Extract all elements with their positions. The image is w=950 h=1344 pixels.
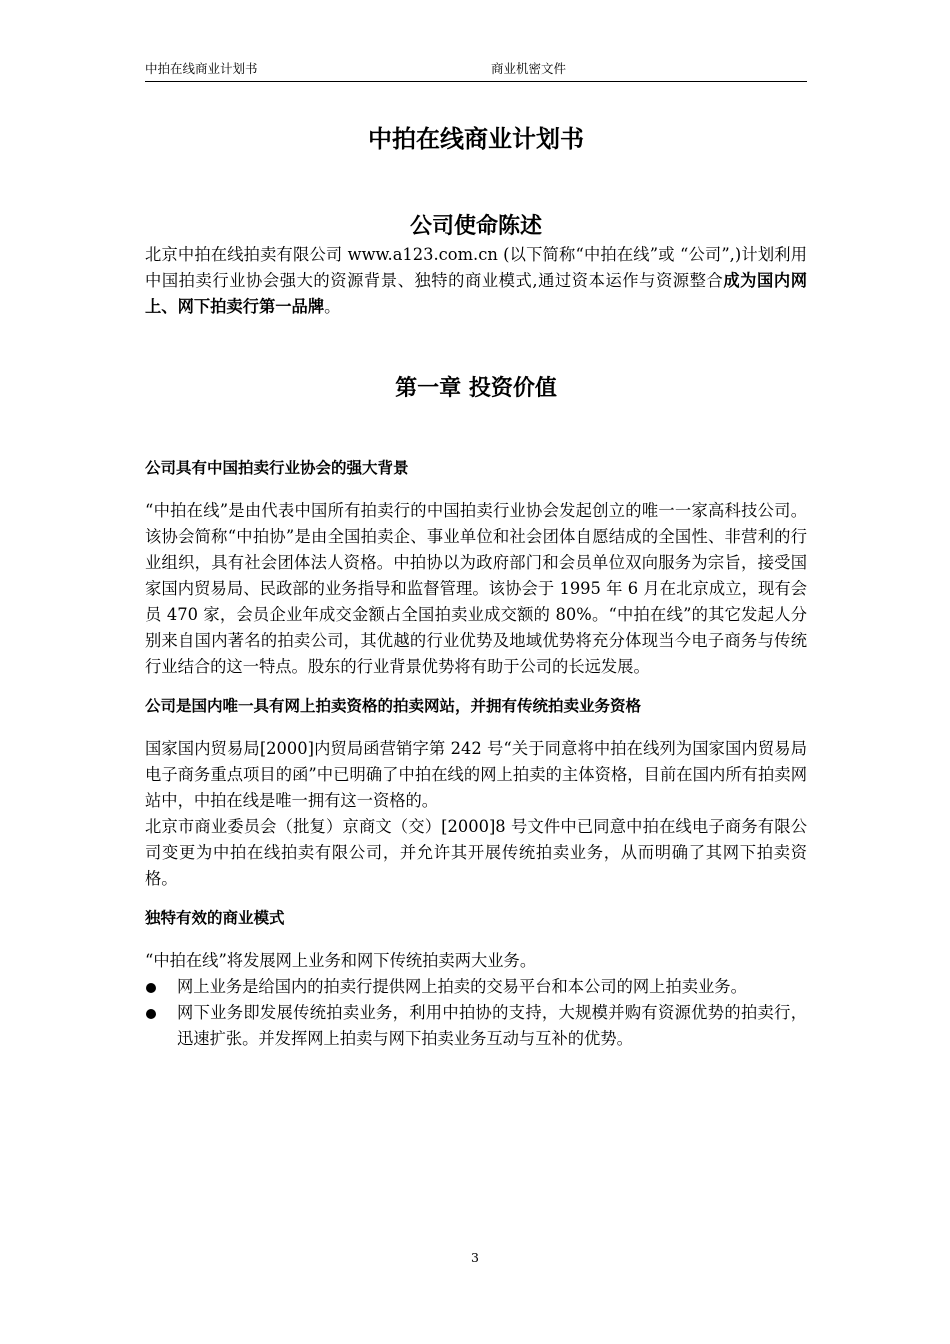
mission-paragraph	[145, 242, 807, 320]
bullet-dot-icon	[146, 983, 156, 993]
list-item	[145, 974, 807, 1000]
section-paragraph-qualification-2: 北京市商业委员会（批复）京商文（交）[2000]8 号文件中已同意中拍在线电子商务有限公司变更为中拍在线拍卖有限公司，并允许其开展传统拍卖业务，从而明确了其网下拍卖资格。	[145, 817, 807, 888]
bullet-dot-icon	[146, 1009, 156, 1019]
page-number: 3	[471, 1250, 479, 1265]
bullet-text: 网下业务即发展传统拍卖业务，利用中拍协的支持，大规模并购有资源优势的拍卖行，迅速扩张。并发挥网上拍卖与网下拍卖业务互动与互补的优势。	[177, 1003, 807, 1048]
list-item	[145, 1000, 807, 1052]
section-paragraph-qualification-1: 国家国内贸易局[2000]内贸局函营销字第 242 号“关于同意将中拍在线列为国家国内贸易局电子商务重点项目的函”中已明确了中拍在线的网上拍卖的主体资格，目前在国内所有拍卖网站中，中拍在线是唯一拥有这一资格的。	[145, 739, 807, 810]
section-paragraph-background: “中拍在线”是由代表中国所有拍卖行的中国拍卖行业协会发起创立的唯一一家高科技公司。该协会简称“中拍协”是由全国拍卖企、事业单位和社会团体自愿结成的全国性、非营利的行业组织，具有社会团体法人资格。中拍协以为政府部门和会员单位双向服务为宗旨，接受国家国内贸易局、民政部的业务指导和监督管理。该协会于 1995 年 6 月在北京成立，现有会员 470 家，会员企业年成交金额占全国拍卖业成交额的 80%。“中拍在线”的其它发起人分别来自国内著名的拍卖公司，其优越的行业优势及地域优势将充分体现当今电子商务与传统行业结合的这一特点。股东的行业背景优势将有助于公司的长远发展。	[145, 501, 807, 676]
business-bullet-list	[145, 974, 807, 1052]
page-header	[145, 60, 807, 82]
mission-text-before: 北京中拍在线拍卖有限公司 www.a123.com.cn (以下简称“中拍在线”或 “公司”,)计划利用中国拍卖行业协会强大的资源背景、独特的商业模式,通过资本运作与资源整合	[145, 245, 807, 290]
section-heading-background: 公司具有中国拍卖行业协会的强大背景	[145, 459, 409, 477]
section-heading-business-model: 独特有效的商业模式	[145, 909, 285, 927]
section-heading-qualification: 公司是国内唯一具有网上拍卖资格的拍卖网站，并拥有传统拍卖业务资格	[145, 697, 642, 715]
header-center-text: 商业机密文件	[491, 61, 567, 76]
bullet-text: 网上业务是给国内的拍卖行提供网上拍卖的交易平台和本公司的网上拍卖业务。	[177, 977, 747, 996]
header-left-text: 中拍在线商业计划书	[145, 61, 258, 76]
section-paragraph-business-intro: “中拍在线”将发展网上业务和网下传统拍卖两大业务。	[145, 951, 537, 970]
document-page	[145, 60, 807, 1052]
mission-text-bold: 成为国内网上、网下拍卖行第一品牌	[145, 271, 807, 316]
mission-heading: 公司使命陈述	[409, 214, 542, 239]
document-title: 中拍在线商业计划书	[368, 125, 584, 153]
mission-text-after: 。	[324, 297, 341, 316]
chapter-heading: 第一章 投资价值	[395, 376, 557, 401]
